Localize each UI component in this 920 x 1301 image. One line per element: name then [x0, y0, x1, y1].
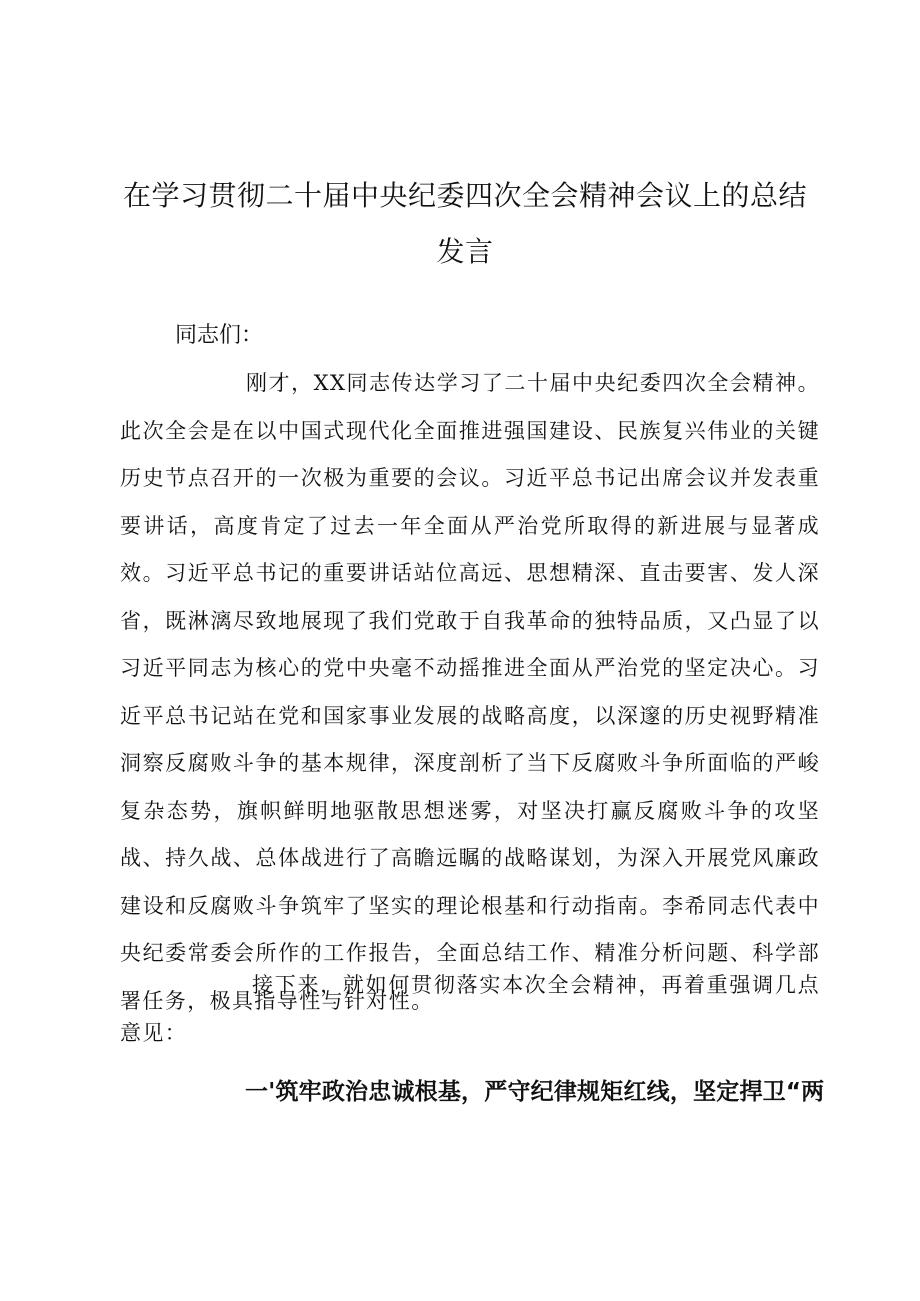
title-line-2: 发言 [436, 235, 494, 268]
salutation: 同志们： [175, 323, 264, 348]
body-paragraph-1: 刚才，XX同志传达学习了二十届中央纪委四次全会精神。此次全会是在以中国式现代化全面推进强国建设、民族复兴伟业的关键历史节点召开的一次极为重要的会议。习近平总书记出席会议并发表重要讲话，高度肯定了过去一年全面从严治党所取得的新进展与显著成效。习近平总书记的重要讲话站位高远、思想精深、直击要害、发人深省，既淋漓尽致地展现了我们党敢于自我革命的独特品质，又凸显了以习近平同志为核心的党中央毫不动摇推进全面从严治党的坚定决心。习近平总书记站在党和国家事业发展的战略高度，以深邃的历史视野精准洞察反腐败斗争的基本规律，深度剖析了当下反腐败斗争所面临的严峻复杂态势，旗帜鲜明地驱散思想迷雾，对坚决打赢反腐败斗争的攻坚战、持久战、总体战进行了高瞻远瞩的战略谋划，为深入开展党风廉政建设和反腐败斗争筑牢了坚实的理论根基和行动指南。李希同志代表中央纪委常委会所作的工作报告，全面总结工作、精准分析问题、科学部署任务，极具指导性与针对性。 [120, 371, 820, 1013]
document-title [120, 168, 810, 280]
title-line-1: 在学习贯彻二十届中央纪委四次全会精神会议上的总结 [122, 179, 807, 212]
body-paragraph-2: 接下来，就如何贯彻落实本次全会精神，再着重强调几点意见： [120, 973, 820, 1045]
section-heading-1: 一'筑牢政治忠诚根基，严守纪律规矩红线，坚定捍卫“两 [245, 1079, 825, 1105]
